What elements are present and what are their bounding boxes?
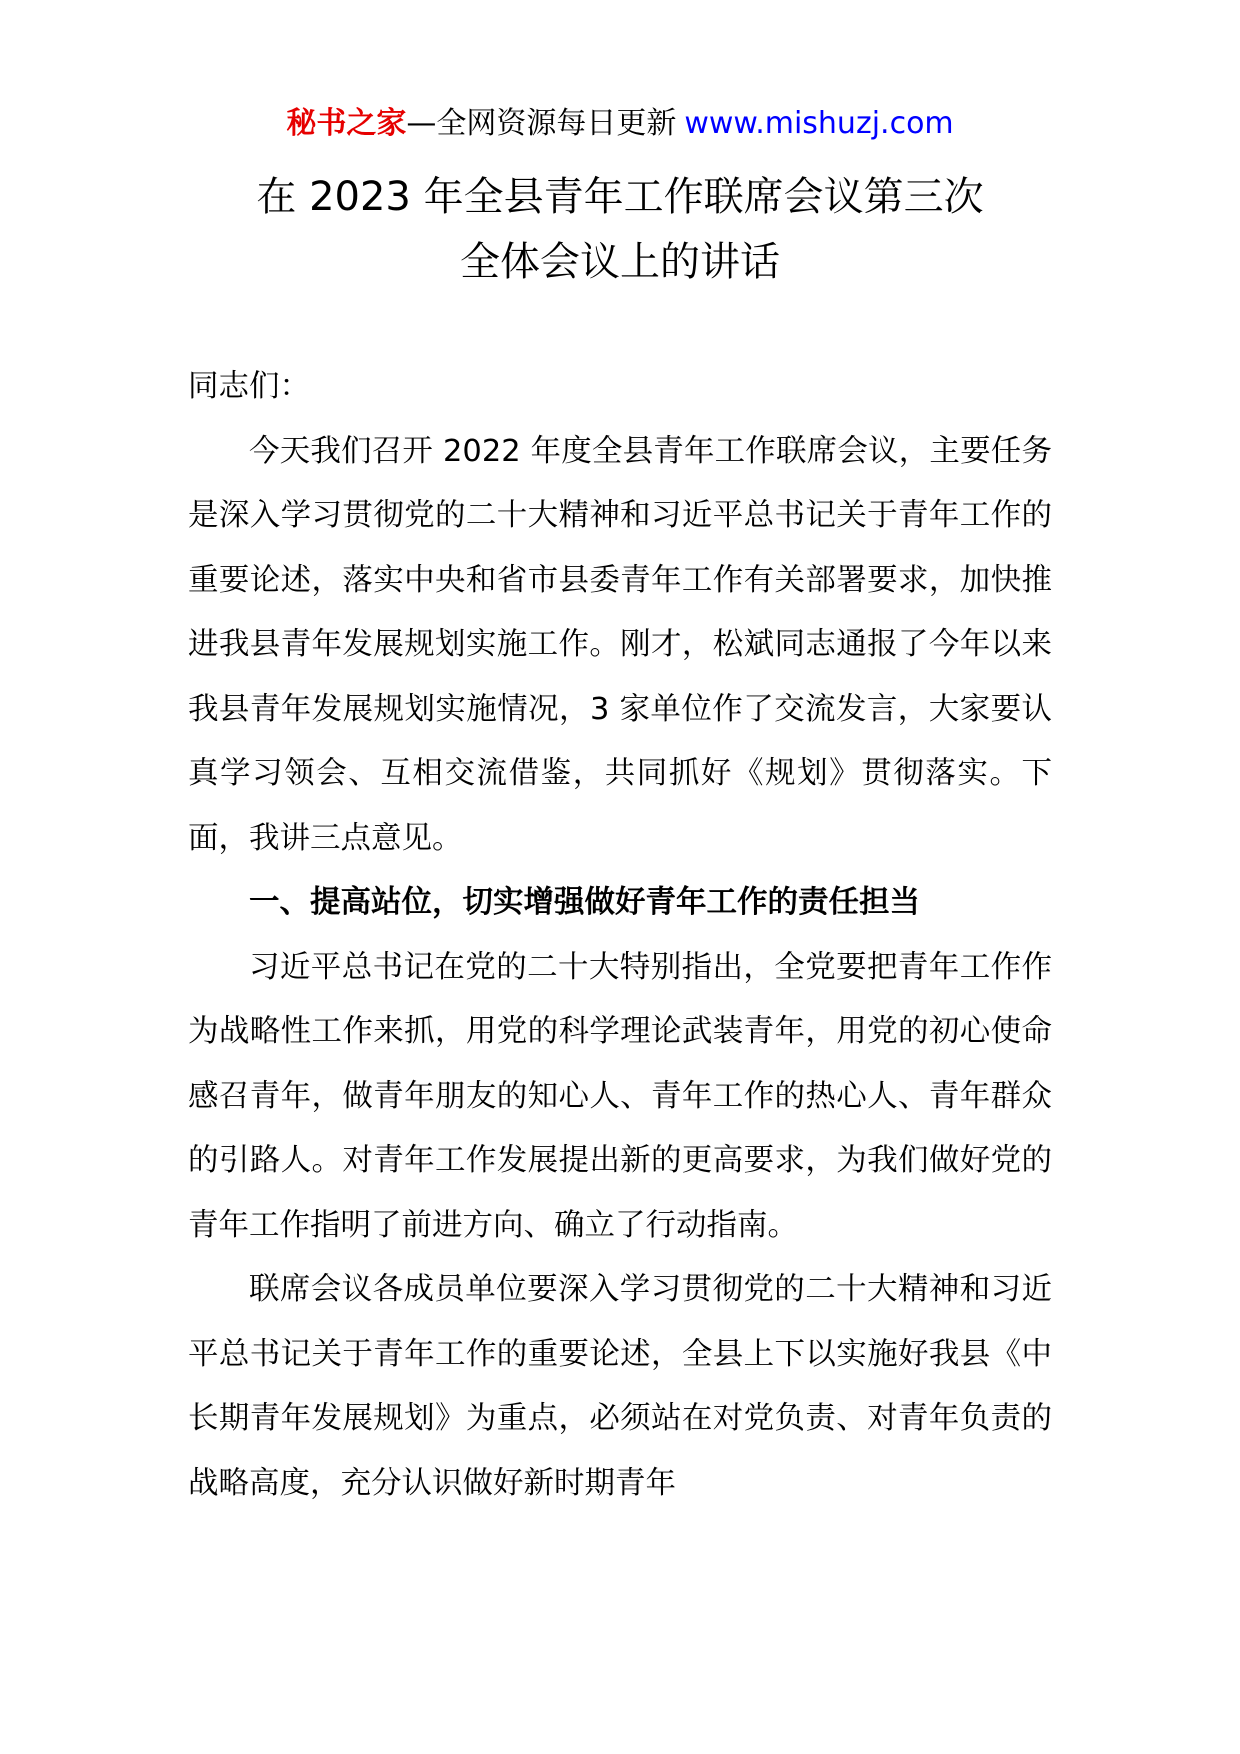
site-header bbox=[0, 100, 1240, 148]
paragraph-intro: 今天我们召开 2022 年度全县青年工作联席会议，主要任务是深入学习贯彻党的二十大精神和习近平总书记关于青年工作的重要论述，落实中央和省市县委青年工作有关部署要求，加快推进我县青年发展规划实施工作。刚才，松斌同志通报了今年以来我县青年发展规划实施情况，3 家单位作了交流发言，大家要认真学习领会、互相交流借鉴，共同抓好《规划》贯彻落实。下面，我讲三点意见。 bbox=[188, 433, 1052, 856]
salutation: 同志们： bbox=[188, 369, 310, 404]
site-tagline: —全网资源每日更新 bbox=[406, 106, 677, 141]
document-title bbox=[0, 165, 1240, 295]
site-url[interactable]: www.mishuzj.com bbox=[684, 106, 954, 141]
site-brand: 秘书之家 bbox=[286, 106, 407, 141]
document-body bbox=[188, 355, 1052, 1516]
section-heading-1: 一、提高站位，切实增强做好青年工作的责任担当 bbox=[249, 885, 920, 920]
title-line-2: 全体会议上的讲话 bbox=[460, 239, 780, 285]
title-line-1: 在 2023 年全县青年工作联席会议第三次 bbox=[256, 174, 984, 220]
paragraph-section-1a: 习近平总书记在党的二十大特别指出，全党要把青年工作作为战略性工作来抓，用党的科学理论武装青年，用党的初心使命感召青年，做青年朋友的知心人、青年工作的热心人、青年群众的引路人。对青年工作发展提出新的更高要求，为我们做好党的青年工作指明了前进方向、确立了行动指南。 bbox=[188, 949, 1052, 1243]
paragraph-section-1b: 联席会议各成员单位要深入学习贯彻党的二十大精神和习近平总书记关于青年工作的重要论述，全县上下以实施好我县《中长期青年发展规划》为重点，必须站在对党负责、对青年负责的战略高度，充分认识做好新时期青年 bbox=[188, 1272, 1052, 1501]
